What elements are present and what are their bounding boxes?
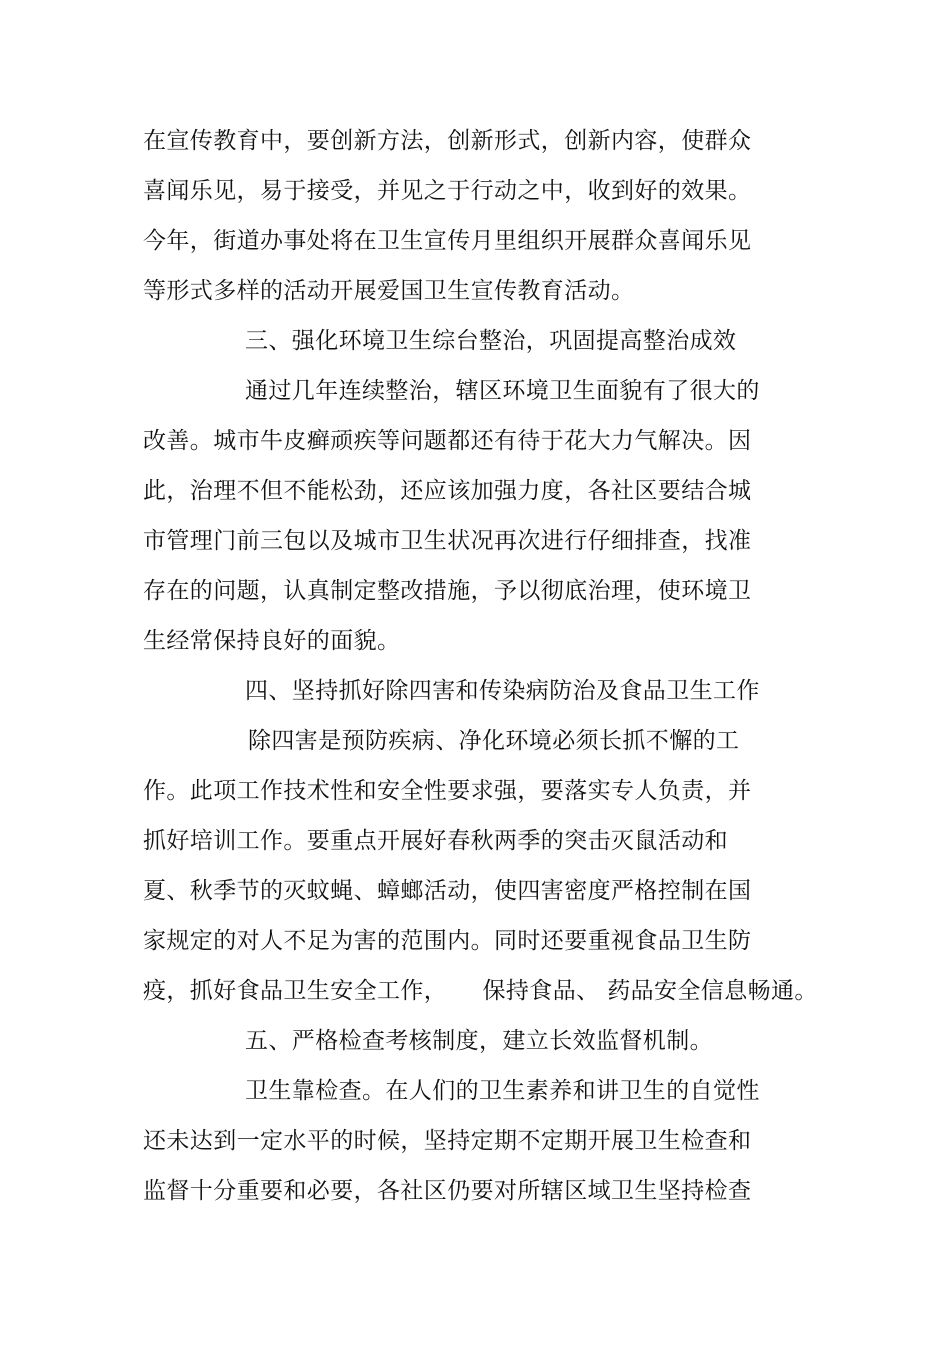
paragraph-line: 通过几年连续整治，辖区环境卫生面貌有了很大的 xyxy=(245,378,760,404)
paragraph-line: 作。此项工作技术性和安全性要求强，要落实专人负责，并 xyxy=(143,778,752,804)
paragraph-line: 等形式多样的活动开展爱国卫生宣传教育活动。 xyxy=(143,278,635,304)
paragraph-line: 还未达到一定水平的时候，坚持定期不定期开展卫生检查和 xyxy=(143,1128,752,1154)
section-heading: 四、坚持抓好除四害和传染病防治及食品卫生工作 xyxy=(245,678,760,704)
paragraph-line: 此，治理不但不能松劲，还应该加强力度，各社区要结合城 xyxy=(143,478,752,504)
paragraph-line: 卫生靠检查。在人们的卫生素养和讲卫生的自觉性 xyxy=(245,1078,760,1104)
paragraph-line: 夏、秋季节的灭蚊蝇、蟑螂活动，使四害密度严格控制在国 xyxy=(143,878,752,904)
paragraph-line: 喜闻乐见，易于接受，并见之于行动之中，收到好的效果。 xyxy=(143,178,752,204)
section-heading: 五、严格检查考核制度，建立长效监督机制。 xyxy=(245,1028,713,1054)
section-heading: 三、强化环境卫生综台整治，巩固提高整治成效 xyxy=(245,328,737,354)
paragraph-line: 改善。城市牛皮癣顽疾等问题都还有待于花大力气解决。因 xyxy=(143,428,752,454)
paragraph-line: 疫，抓好食品卫生安全工作， 保持食品、 药品安全信息畅通。 xyxy=(143,978,818,1004)
paragraph-line: 今年，街道办事处将在卫生宣传月里组织开展群众喜闻乐见 xyxy=(143,228,752,254)
paragraph-line: 家规定的对人不足为害的范围内。同时还要重视食品卫生防 xyxy=(143,928,752,954)
paragraph-line: 在宣传教育中，要创新方法，创新形式，创新内容，使群众 xyxy=(143,128,752,154)
paragraph-line: 抓好培训工作。要重点开展好春秋两季的突击灭鼠活动和 xyxy=(143,828,728,854)
paragraph-line: 监督十分重要和必要，各社区仍要对所辖区域卫生坚持检查 xyxy=(143,1178,752,1204)
paragraph-line: 生经常保持良好的面貌。 xyxy=(143,628,401,654)
paragraph-line: 除四害是预防疾病、净化环境必须长抓不懈的工 xyxy=(248,728,740,754)
paragraph-line: 市管理门前三包以及城市卫生状况再次进行仔细排查，找准 xyxy=(143,528,752,554)
paragraph-line: 存在的问题，认真制定整改措施，予以彻底治理，使环境卫 xyxy=(143,578,752,604)
